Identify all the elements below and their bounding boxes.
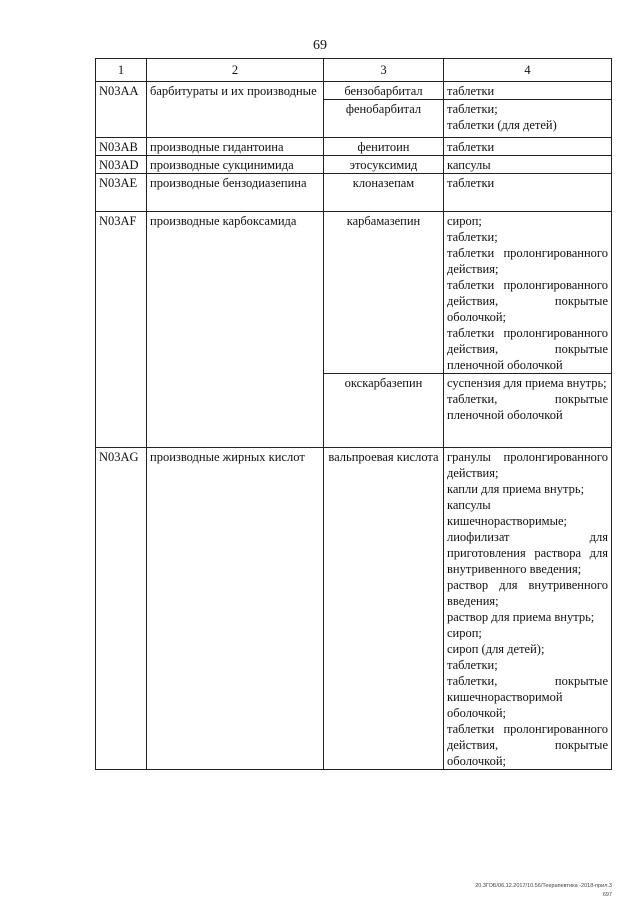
dosage-form: сироп; bbox=[447, 626, 482, 640]
header-col-2: 2 bbox=[147, 59, 324, 82]
drug-name: фенобарбитал bbox=[324, 100, 444, 138]
document-footer-number: 697 bbox=[602, 892, 612, 898]
drug-name: фенитоин bbox=[324, 138, 444, 156]
dosage-form: сироп; bbox=[447, 214, 482, 228]
dosage-forms bbox=[444, 374, 612, 448]
document-footer: 20.3ГОБ/06.12.2017/10.56/Теерапевтика -2018-прил.3 bbox=[475, 883, 612, 889]
dosage-form: раствор для приема внутрь; bbox=[447, 610, 595, 624]
dosage-form: таблетки, покрытые пленочной оболочкой bbox=[447, 392, 608, 422]
header-row bbox=[96, 59, 612, 82]
dosage-form: сироп (для детей); bbox=[447, 642, 545, 656]
subgroup-name: производные гидантоина bbox=[147, 138, 324, 156]
dosage-form: таблетки пролонгированного действия, покрытые пленочной оболочкой bbox=[447, 326, 608, 372]
dosage-form: капсулы кишечнорастворимые; bbox=[447, 498, 567, 528]
drug-table bbox=[95, 58, 612, 770]
drug-name: карбамазепин bbox=[324, 212, 444, 374]
drug-name: этосуксимид bbox=[324, 156, 444, 174]
atc-code: N03AG bbox=[96, 448, 147, 770]
dosage-forms bbox=[444, 156, 612, 174]
dosage-form: таблетки, покрытые кишечнорастворимой оболочкой; bbox=[447, 674, 608, 720]
subgroup-name: производные сукцинимида bbox=[147, 156, 324, 174]
dosage-form: таблетки (для детей) bbox=[447, 118, 557, 132]
subgroup-name: производные карбоксамида bbox=[147, 212, 324, 448]
dosage-form: капсулы bbox=[447, 158, 491, 172]
atc-code: N03AE bbox=[96, 174, 147, 212]
drug-name: бензобарбитал bbox=[324, 82, 444, 100]
dosage-forms bbox=[444, 212, 612, 374]
subgroup-name: производные бензодиазепина bbox=[147, 174, 324, 212]
atc-code: N03AA bbox=[96, 82, 147, 138]
dosage-form: таблетки пролонгированного действия, покрытые оболочкой; bbox=[447, 722, 608, 768]
dosage-form: раствор для внутривенного введения; bbox=[447, 578, 608, 608]
dosage-form: таблетки bbox=[447, 176, 495, 190]
dosage-forms bbox=[444, 138, 612, 156]
dosage-forms bbox=[444, 174, 612, 212]
atc-code: N03AD bbox=[96, 156, 147, 174]
dosage-form: суспензия для приема внутрь; bbox=[447, 376, 607, 390]
drug-name: вальпроевая кислота bbox=[324, 448, 444, 770]
dosage-form: таблетки пролонгированного действия; bbox=[447, 246, 608, 276]
dosage-forms bbox=[444, 82, 612, 100]
dosage-form: таблетки пролонгированного действия, покрытые оболочкой; bbox=[447, 278, 608, 324]
table-row bbox=[96, 212, 612, 374]
page-number: 69 bbox=[313, 38, 327, 53]
atc-code: N03AB bbox=[96, 138, 147, 156]
atc-code: N03AF bbox=[96, 212, 147, 448]
table-row bbox=[96, 138, 612, 156]
dosage-form: таблетки bbox=[447, 140, 495, 154]
header-col-1: 1 bbox=[96, 59, 147, 82]
drug-name: окскарбазепин bbox=[324, 374, 444, 448]
dosage-forms bbox=[444, 448, 612, 770]
dosage-form: таблетки; bbox=[447, 658, 498, 672]
drug-name: клоназепам bbox=[324, 174, 444, 212]
table-row bbox=[96, 174, 612, 212]
table-row bbox=[96, 82, 612, 100]
dosage-form: гранулы пролонгированного действия; bbox=[447, 450, 608, 480]
header-col-3: 3 bbox=[324, 59, 444, 82]
dosage-form: таблетки; bbox=[447, 230, 498, 244]
subgroup-name: барбитураты и их производные bbox=[147, 82, 324, 138]
header-col-4: 4 bbox=[444, 59, 612, 82]
dosage-forms bbox=[444, 100, 612, 138]
table-row bbox=[96, 156, 612, 174]
dosage-form: капли для приема внутрь; bbox=[447, 482, 585, 496]
dosage-form: лиофилизат для приготовления раствора для внутривенного введения; bbox=[447, 530, 608, 576]
dosage-form: таблетки bbox=[447, 84, 495, 98]
subgroup-name: производные жирных кислот bbox=[147, 448, 324, 770]
dosage-form: таблетки; bbox=[447, 102, 498, 116]
table-row bbox=[96, 448, 612, 770]
